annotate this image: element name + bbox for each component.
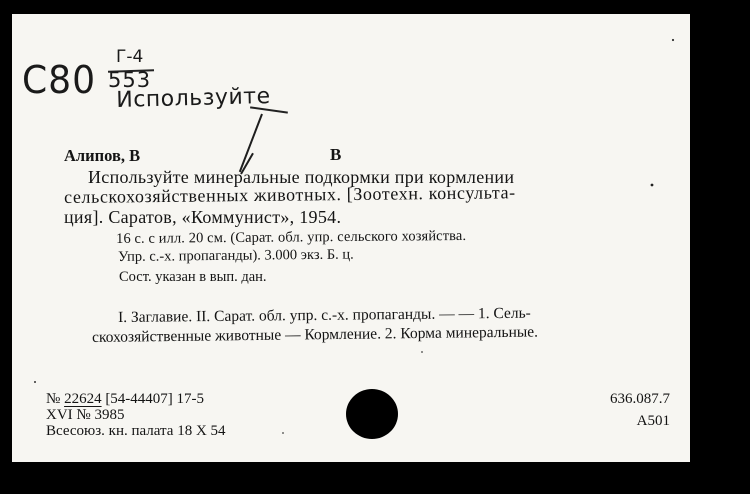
subjects-line-1: I. Заглавие. II. Сарат. обл. упр. с.-х. пропаганды. — — 1. Сель- <box>117 304 531 326</box>
card-number <box>46 392 204 407</box>
pencil-slash <box>239 114 263 173</box>
title-line-1: Используйте минеральные подкормки при кормлении <box>88 167 515 187</box>
title-line-2: сельскохозяйственных животных. [Зоотехн. консульта- <box>63 182 516 207</box>
card-number-value: 22624 <box>64 391 102 407</box>
book-chamber-stamp: Всесоюз. кн. палата 18 X 54 <box>46 423 226 439</box>
title-line-3: ция]. Саратов, «Коммунист», 1954. <box>64 207 342 227</box>
description-line-1: 16 с. с илл. 20 см. (Сарат. обл. упр. сельского хозяйства. <box>115 227 467 247</box>
punch-hole <box>346 389 398 439</box>
shelf-mark: С80 <box>22 58 96 102</box>
catalog-card <box>12 14 690 462</box>
udc-code: 636.087.7 <box>610 391 670 407</box>
description-line-3: Сост. указан в вып. дан. <box>119 269 267 285</box>
handwritten-title-word: Используйте <box>116 83 271 113</box>
author-heading: Алипов, В <box>64 146 141 165</box>
classification-code: А501 <box>636 413 670 429</box>
description-line-2: Упр. с.-х. пропаганды). 3.000 экз. Б. ц. <box>117 246 354 265</box>
series-number: XVI № 3985 <box>46 407 125 423</box>
shelf-mark-fraction-bottom: 553 <box>108 68 152 92</box>
subjects-line-2: скохозяйственные животные — Кормление. 2. Корма минеральные. <box>91 323 539 346</box>
heading-letter: В <box>330 145 342 164</box>
card-number-rest: [54-44407] 17-5 <box>105 391 205 407</box>
number-sign: № <box>46 391 61 407</box>
shelf-mark-fraction-top: Г-4 <box>116 47 144 67</box>
